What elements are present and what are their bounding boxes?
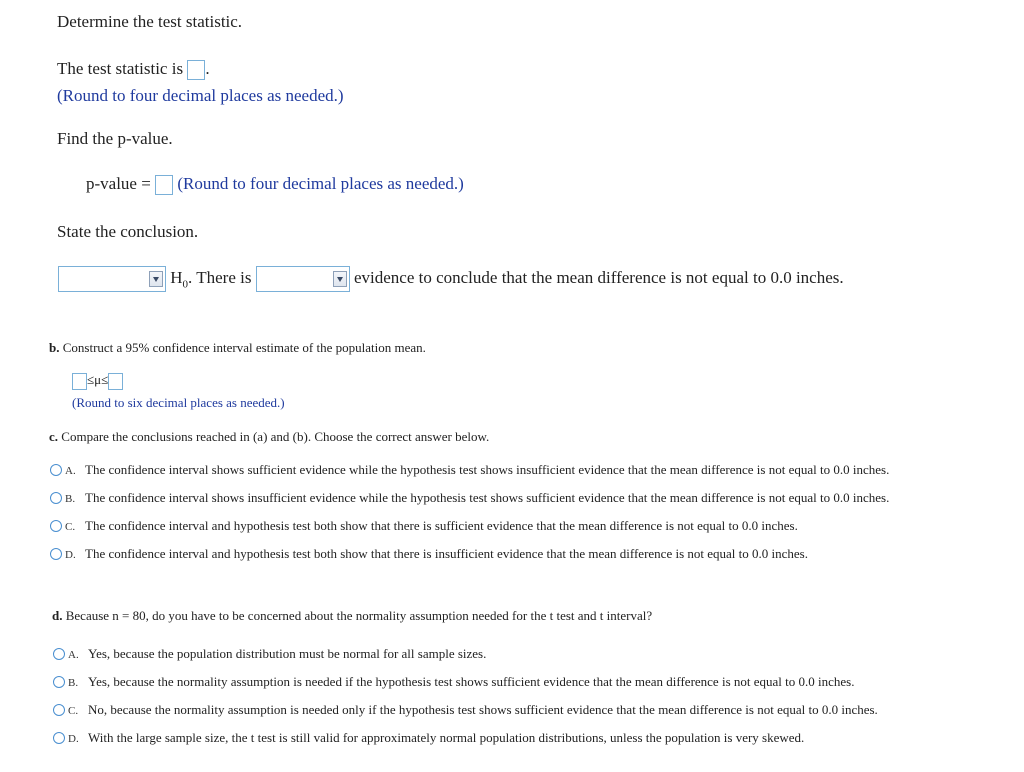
pvalue-hint: (Round to four decimal places as needed.) <box>177 174 464 193</box>
conclusion-middle-text: . There is <box>188 267 252 287</box>
part-c-option-c[interactable]: C. The confidence interval and hypothesis test both show that there is sufficient evidence that the mean difference is not equal to 0.0 inches. <box>50 517 798 535</box>
evidence-level-dropdown[interactable] <box>256 266 350 292</box>
radio-button[interactable] <box>50 464 62 476</box>
radio-button[interactable] <box>50 520 62 532</box>
radio-button[interactable] <box>53 732 65 744</box>
part-d-text: Because n = 80, do you have to be concerned about the normality assumption needed for the t test and t interval? <box>65 608 653 623</box>
conclusion-heading: State the conclusion. <box>57 222 199 241</box>
test-statistic-prompt: The test statistic is <box>57 59 184 78</box>
test-statistic-suffix: . <box>205 59 210 78</box>
radio-button[interactable] <box>53 704 65 716</box>
part-d-option-d[interactable]: D. With the large sample size, the t test is still valid for approximately normal population distributions, unless the population is very skewed. <box>53 729 804 747</box>
part-d-option-a[interactable]: A. Yes, because the population distribution must be normal for all sample sizes. <box>53 645 486 663</box>
part-d-question <box>52 608 652 624</box>
part-c-option-a[interactable]: A. The confidence interval shows sufficient evidence while the hypothesis test shows insufficient evidence that the mean difference is not equal to 0.0 inches. <box>50 461 889 479</box>
radio-button[interactable] <box>53 648 65 660</box>
radio-button[interactable] <box>50 492 62 504</box>
part-c-text: Compare the conclusions reached in (a) and (b). Choose the correct answer below. <box>61 429 490 444</box>
reject-decision-dropdown[interactable] <box>58 266 166 292</box>
pvalue-heading: Find the p-value. <box>57 129 173 148</box>
chevron-down-icon[interactable] <box>333 271 347 287</box>
chevron-down-icon[interactable] <box>149 271 163 287</box>
pvalue-input[interactable] <box>155 175 173 195</box>
pvalue-row <box>86 174 464 195</box>
part-d-option-b[interactable]: B. Yes, because the normality assumption is needed if the hypothesis test shows sufficient evidence that the mean difference is not equal to 0.0 inches. <box>53 673 854 691</box>
radio-button[interactable] <box>53 676 65 688</box>
part-b-letter: b. <box>49 340 60 355</box>
test-statistic-row <box>57 59 210 80</box>
radio-button[interactable] <box>50 548 62 560</box>
part-d-letter: d. <box>52 608 63 623</box>
part-b-question <box>49 340 426 356</box>
test-statistic-input[interactable] <box>187 60 205 80</box>
part-b-text: Construct a 95% confidence interval estimate of the population mean. <box>62 340 426 355</box>
ci-lower-input[interactable] <box>72 373 87 390</box>
conclusion-row <box>58 266 844 292</box>
part-d-option-c[interactable]: C. No, because the normality assumption is needed only if the hypothesis test shows sufficient evidence that the mean difference is not equal to 0.0 inches. <box>53 701 878 719</box>
ci-hint: (Round to six decimal places as needed.) <box>72 395 285 410</box>
test-statistic-hint: (Round to four decimal places as needed.) <box>57 86 344 105</box>
part-c-option-d[interactable]: D. The confidence interval and hypothesis test both show that there is insufficient evidence that the mean difference is not equal to 0.0 inches. <box>50 545 808 563</box>
ci-inequality: ≤μ≤ <box>87 372 109 387</box>
confidence-interval-row <box>72 372 123 390</box>
ci-upper-input[interactable] <box>108 373 123 390</box>
part-c-question <box>49 429 489 445</box>
conclusion-tail-text: evidence to conclude that the mean difference is not equal to 0.0 inches. <box>353 267 844 287</box>
part-c-option-b[interactable]: B. The confidence interval shows insufficient evidence while the hypothesis test shows sufficient evidence that the mean difference is not equal to 0.0 inches. <box>50 489 889 507</box>
part-c-letter: c. <box>49 429 59 444</box>
pvalue-label: p-value = <box>86 174 151 193</box>
h0-label: $H_0$ <box>170 267 189 291</box>
test-statistic-heading: Determine the test statistic. <box>57 12 243 31</box>
